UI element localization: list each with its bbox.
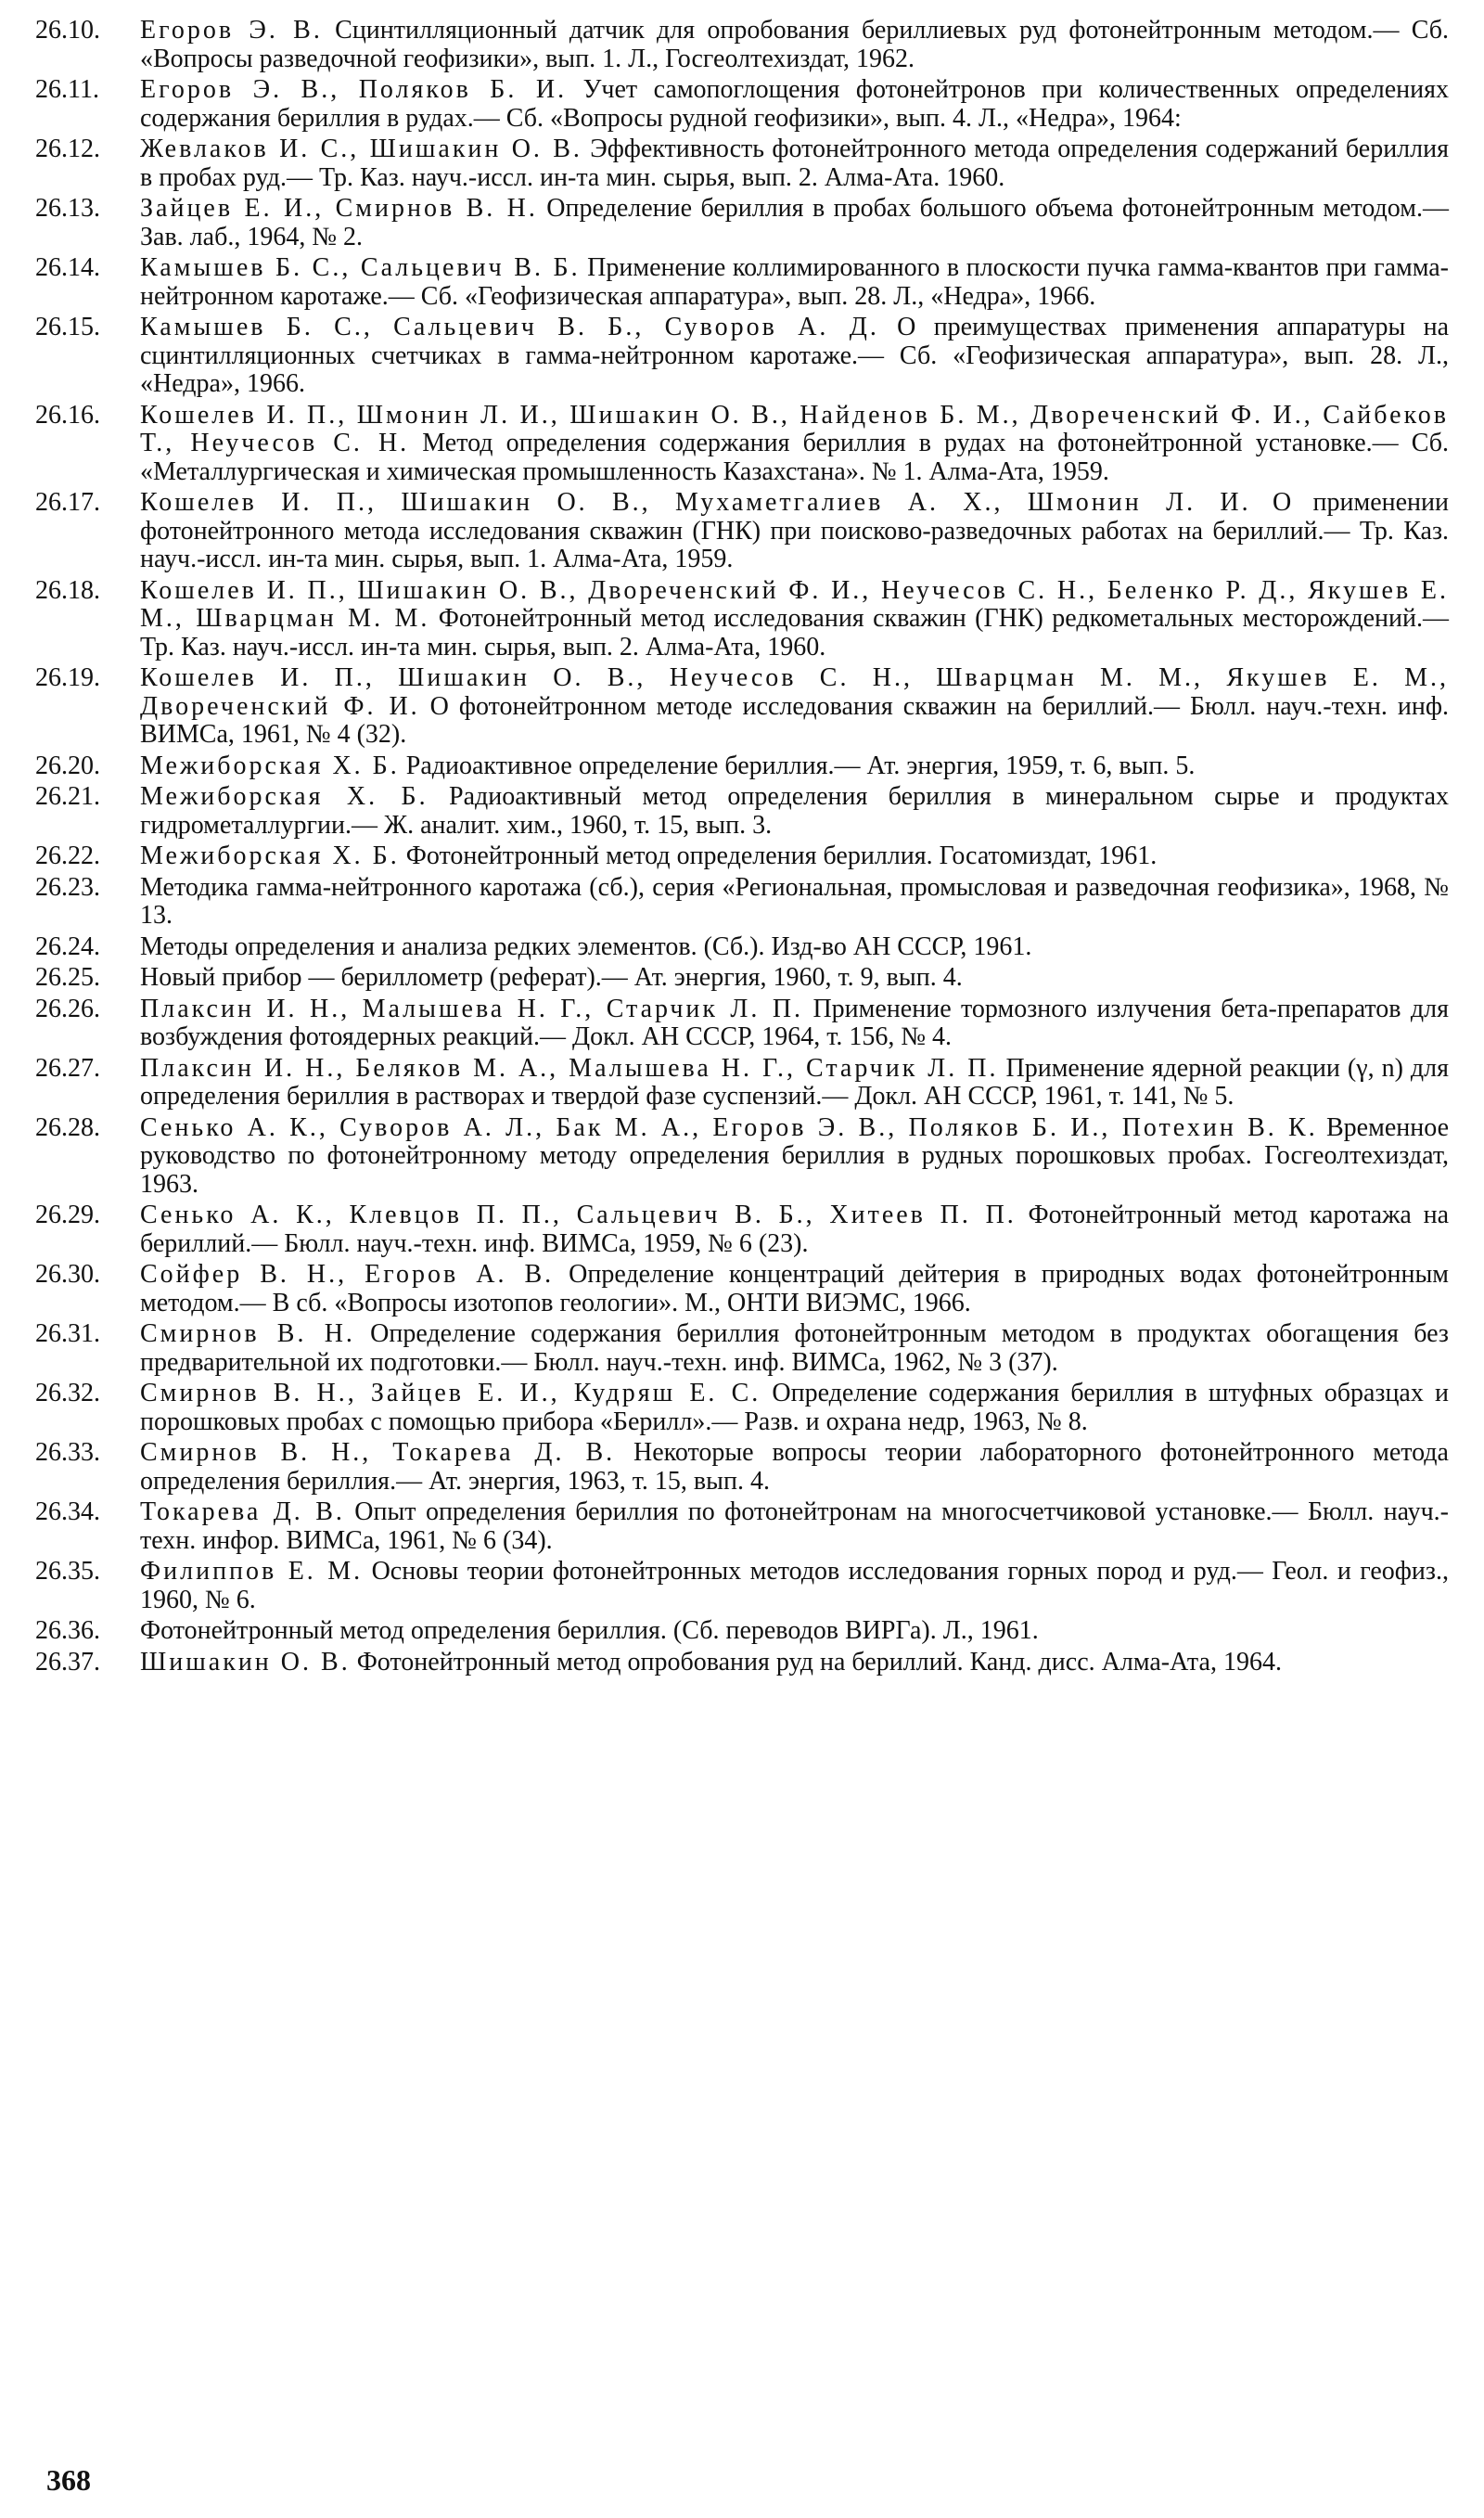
reference-number: 26.15. <box>35 313 100 341</box>
reference-entry <box>35 1261 1449 1317</box>
reference-body: Определение содержания бериллия фотонейтронным методом в продуктах обогащения без предварительной их подготовки.— Бюлл. науч.-техн. инф. ВИМСа, 1962, № 3 (37). <box>140 1319 1449 1377</box>
reference-number: 26.20. <box>35 751 100 780</box>
reference-entry <box>35 402 1449 487</box>
reference-entry <box>35 1055 1449 1111</box>
reference-text <box>140 1261 1449 1317</box>
reference-entry <box>35 195 1449 251</box>
reference-body: Применение ядерной реакции (γ, n) для определения бериллия в растворах и твердой фазе суспензий.— Докл. АН СССР, 1961, т. 141, № 5. <box>140 1053 1449 1111</box>
reference-authors: Кошелев И. П., Шмонин Л. И., Шишакин О. В., Найденов Б. М., Двореченский Ф. И., Сайбеков Т., Неучесов С. Н. <box>140 400 1449 457</box>
reference-entry <box>35 842 1449 871</box>
reference-authors: Филиппов Е. М. <box>140 1557 364 1586</box>
reference-number: 26.35. <box>35 1557 100 1586</box>
reference-text <box>140 1617 1449 1646</box>
reference-entry <box>35 1498 1449 1555</box>
reference-text <box>140 1201 1449 1258</box>
reference-number: 26.13. <box>35 194 100 223</box>
reference-entry <box>35 783 1449 840</box>
reference-body: Метод определения содержания бериллия в рудах на фотонейтронной установке.— Сб. «Металлургическая и химическая промышленность Казахстана». № 1. Алма-Ата, 1959. <box>140 429 1449 486</box>
reference-text <box>140 1114 1449 1200</box>
reference-entry <box>35 1558 1449 1614</box>
reference-entry <box>35 964 1449 993</box>
reference-entry <box>35 874 1449 931</box>
reference-text <box>140 577 1449 662</box>
reference-entry <box>35 1439 1449 1496</box>
reference-authors: Межиборская Х. Б. <box>140 841 400 870</box>
reference-entry <box>35 1114 1449 1200</box>
reference-number: 26.24. <box>35 931 100 961</box>
reference-body: Опыт определения бериллия по фотонейтронам на многосчетчиковой установке.— Бюлл. науч.-техн. инфор. ВИМСа, 1961, № 6 (34). <box>140 1497 1449 1555</box>
reference-authors: Кошелев И. П., Шишакин О. В., Двореченский Ф. И., Неучесов С. Н., Беленко Р. Д., Якушев Е. М., Шварцман М. М. <box>140 575 1449 633</box>
reference-number: 26.27. <box>35 1053 100 1083</box>
reference-body: Радиоактивное определение бериллия.— Ат. энергия, 1959, т. 6, вып. 5. <box>399 751 1196 780</box>
reference-number: 26.21. <box>35 782 100 811</box>
reference-body: Временное руководство по фотонейтронному методу определения бериллия в рудных порошковых пробах. Госгеолтехиздат, 1963. <box>140 1112 1449 1199</box>
reference-number: 26.14. <box>35 253 100 282</box>
reference-body: Новый прибор — бериллометр (реферат).— Ат. энергия, 1960, т. 9, вып. 4. <box>140 963 963 992</box>
reference-text <box>140 402 1449 487</box>
reference-authors: Плаксин И. Н., Малышева Н. Г., Старчик Л. П. <box>140 994 804 1023</box>
reference-text <box>140 874 1449 931</box>
reference-authors: Жевлаков И. С., Шишакин О. В. <box>140 135 582 163</box>
reference-text <box>140 933 1449 962</box>
reference-number: 26.37. <box>35 1647 100 1677</box>
reference-number: 26.12. <box>35 135 100 163</box>
reference-number: 26.29. <box>35 1201 100 1229</box>
reference-number: 26.28. <box>35 1112 100 1142</box>
reference-entry <box>35 1320 1449 1377</box>
reference-text <box>140 489 1449 574</box>
reference-entry <box>35 1649 1449 1677</box>
reference-authors: Кошелев И. П., Шишакин О. В., Мухаметгалиев А. Х., Шмонин Л. И. <box>140 488 1251 517</box>
reference-text <box>140 195 1449 251</box>
reference-body: Фотонейтронный метод каротажа на бериллий.— Бюлл. науч.-техн. инф. ВИМСа, 1959, № 6 (23). <box>140 1201 1449 1258</box>
reference-text <box>140 1320 1449 1377</box>
reference-text <box>140 842 1449 871</box>
reference-entry <box>35 577 1449 662</box>
reference-text <box>140 1055 1449 1111</box>
reference-number: 26.34. <box>35 1497 100 1526</box>
reference-body: О преимуществах применения аппаратуры на сцинтилляционных счетчиках в гамма-нейтронном каротаже.— Сб. «Геофизическая аппаратура», вып. 28. Л., «Недра», 1966. <box>140 313 1450 398</box>
reference-entry <box>35 135 1449 192</box>
reference-authors: Межиборская Х. Б. <box>140 782 429 811</box>
reference-text <box>140 752 1449 781</box>
reference-number: 26.30. <box>35 1260 100 1289</box>
reference-body: Фотонейтронный метод опробования руд на бериллий. Канд. дисс. Алма-Ата, 1964. <box>350 1647 1282 1677</box>
reference-text <box>140 1649 1449 1677</box>
reference-authors: Камышев Б. С., Сальцевич В. Б. <box>140 253 581 282</box>
reference-number: 26.26. <box>35 994 100 1023</box>
reference-body: Некоторые вопросы теории лабораторного фотонейтронного метода определения бериллия.— Ат. энергия, 1963, т. 15, вып. 4. <box>140 1438 1449 1496</box>
reference-body: Сцинтилляционный датчик для опробования бериллиевых руд фотонейтронным методом.— Сб. «Вопросы разведочной геофизики», вып. 1. Л., Госгеолтехиздат, 1962. <box>140 16 1449 73</box>
reference-body: Эффективность фотонейтронного метода определения содержаний бериллия в пробах руд.— Тр. Каз. науч.-иссл. ин-та мин. сырья, вып. 2. Алма-Ата. 1960. <box>140 135 1449 192</box>
reference-number: 26.32. <box>35 1379 100 1407</box>
reference-body: Методика гамма-нейтронного каротажа (сб.), серия «Региональная, промысловая и разведочная геофизика», 1968, № 13. <box>140 872 1449 930</box>
reference-text <box>140 76 1449 133</box>
reference-entry <box>35 254 1449 311</box>
reference-body: О фотонейтронном методе исследования скважин на бериллий.— Бюлл. науч.-техн. инф. ВИМСа, 1961, № 4 (32). <box>140 691 1449 749</box>
reference-body: Применение тормозного излучения бета-препаратов для возбуждения фотоядерных реакций.— Докл. АН СССР, 1964, т. 156, № 4. <box>140 994 1449 1051</box>
reference-text <box>140 1380 1449 1436</box>
reference-number: 26.10. <box>35 16 100 45</box>
reference-list <box>35 17 1449 1677</box>
reference-entry <box>35 314 1449 399</box>
reference-authors: Токарева Д. В. <box>140 1497 345 1526</box>
reference-authors: Смирнов В. Н. <box>140 1319 355 1348</box>
reference-text <box>140 964 1449 993</box>
reference-entry <box>35 664 1449 750</box>
reference-number: 26.23. <box>35 872 100 902</box>
reference-entry <box>35 996 1449 1052</box>
reference-authors: Межиборская Х. Б. <box>140 751 400 780</box>
reference-body: Методы определения и анализа редких элементов. (Сб.). Изд-во АН СССР, 1961. <box>140 931 1032 961</box>
reference-authors: Егоров Э. В. <box>140 16 323 45</box>
reference-entry <box>35 489 1449 574</box>
reference-number: 26.25. <box>35 963 100 992</box>
reference-number: 26.33. <box>35 1438 100 1467</box>
reference-authors: Смирнов В. Н., Зайцев Е. И., Кудряш Е. С. <box>140 1379 761 1407</box>
reference-body: Определение концентраций дейтерия в природных водах фотонейтронным методом.— В сб. «Вопросы изотопов геологии». М., ОНТИ ВИЭМС, 1966. <box>140 1260 1449 1317</box>
reference-body: Фотонейтронный метод определения бериллия. (Сб. переводов ВИРГа). Л., 1961. <box>140 1616 1039 1645</box>
reference-text <box>140 254 1449 311</box>
reference-body: Основы теории фотонейтронных методов исследования горных пород и руд.— Геол. и геофиз., 1960, № 6. <box>140 1557 1449 1614</box>
reference-number: 26.31. <box>35 1319 100 1348</box>
reference-number: 26.11. <box>35 75 99 104</box>
reference-authors: Зайцев Е. И., Смирнов В. Н. <box>140 194 538 223</box>
reference-entry <box>35 1617 1449 1646</box>
reference-text <box>140 996 1449 1052</box>
reference-number: 26.17. <box>35 488 100 517</box>
page-number: 368 <box>46 2463 91 2497</box>
reference-text <box>140 17 1449 73</box>
reference-text <box>140 1439 1449 1496</box>
reference-entry <box>35 1380 1449 1436</box>
reference-authors: Сойфер В. Н., Егоров А. В. <box>140 1260 555 1289</box>
reference-entry <box>35 76 1449 133</box>
reference-text <box>140 135 1449 192</box>
reference-number: 26.22. <box>35 841 100 870</box>
reference-authors: Плаксин И. Н., Беляков М. А., Малышева Н. Г., Старчик Л. П. <box>140 1053 999 1083</box>
reference-body: Определение содержания бериллия в штуфных образцах и порошковых пробах с помощью прибора «Берилл».— Разв. и охрана недр, 1963, № 8. <box>140 1379 1449 1436</box>
reference-body: О применении фотонейтронного метода исследования скважин (ГНК) при поисково-разведочных работах на бериллий.— Тр. Каз. науч.-иссл. ин-та мин. сырья, вып. 1. Алма-Ата, 1959. <box>140 488 1450 573</box>
reference-entry <box>35 17 1449 73</box>
reference-authors: Шишакин О. В. <box>140 1647 351 1677</box>
reference-text <box>140 1558 1449 1614</box>
reference-body: Определение бериллия в пробах большого объема фотонейтронным методом.— Зав. лаб., 1964, № 2. <box>140 194 1449 251</box>
reference-authors: Смирнов В. Н., Токарева Д. В. <box>140 1438 616 1467</box>
reference-number: 26.36. <box>35 1616 100 1645</box>
reference-authors: Егоров Э. В., Поляков Б. И. <box>140 75 568 104</box>
reference-authors: Сенько А. К., Клевцов П. П., Сальцевич В. Б., Хитеев П. П. <box>140 1201 1017 1229</box>
reference-authors: Камышев Б. С., Сальцевич В. Б., Суворов А. Д. <box>140 313 879 341</box>
reference-body: Фотонейтронный метод исследования скважин (ГНК) редкометальных месторождений.— Тр. Каз. науч.-иссл. ин-та мин. сырья, вып. 2. Алма-Ата, 1960. <box>140 604 1450 662</box>
reference-authors: Сенько А. К., Суворов А. Л., Бак М. А., Егоров Э. В., Поляков Б. И., Потехин В. К. <box>140 1112 1318 1142</box>
reference-entry <box>35 752 1449 781</box>
reference-entry <box>35 1201 1449 1258</box>
reference-text <box>140 314 1449 399</box>
reference-number: 26.18. <box>35 575 100 605</box>
reference-body: Применение коллимированного в плоскости пучка гамма-квантов при гамма-нейтронном каротаже.— Сб. «Геофизическая аппаратура», вып. 28. Л., «Недра», 1966. <box>140 253 1449 311</box>
reference-entry <box>35 933 1449 962</box>
reference-authors: Кошелев И. П., Шишакин О. В., Неучесов С. Н., Шварцман М. М., Якушев Е. М., Двореченский Ф. И. <box>140 663 1449 721</box>
reference-text <box>140 1498 1449 1555</box>
reference-body: Радиоактивный метод определения бериллия в минеральном сырье и продуктах гидрометаллургии.— Ж. аналит. хим., 1960, т. 15, вып. 3. <box>140 782 1450 840</box>
reference-text <box>140 783 1449 840</box>
reference-number: 26.16. <box>35 400 100 430</box>
reference-body: Фотонейтронный метод определения бериллия. Госатомиздат, 1961. <box>399 841 1158 870</box>
reference-body: Учет самопоглощения фотонейтронов при количественных определениях содержания бериллия в рудах.— Сб. «Вопросы рудной геофизики», вып. 4. Л., «Недра», 1964: <box>140 75 1449 133</box>
reference-text <box>140 664 1449 750</box>
reference-number: 26.19. <box>35 663 100 692</box>
